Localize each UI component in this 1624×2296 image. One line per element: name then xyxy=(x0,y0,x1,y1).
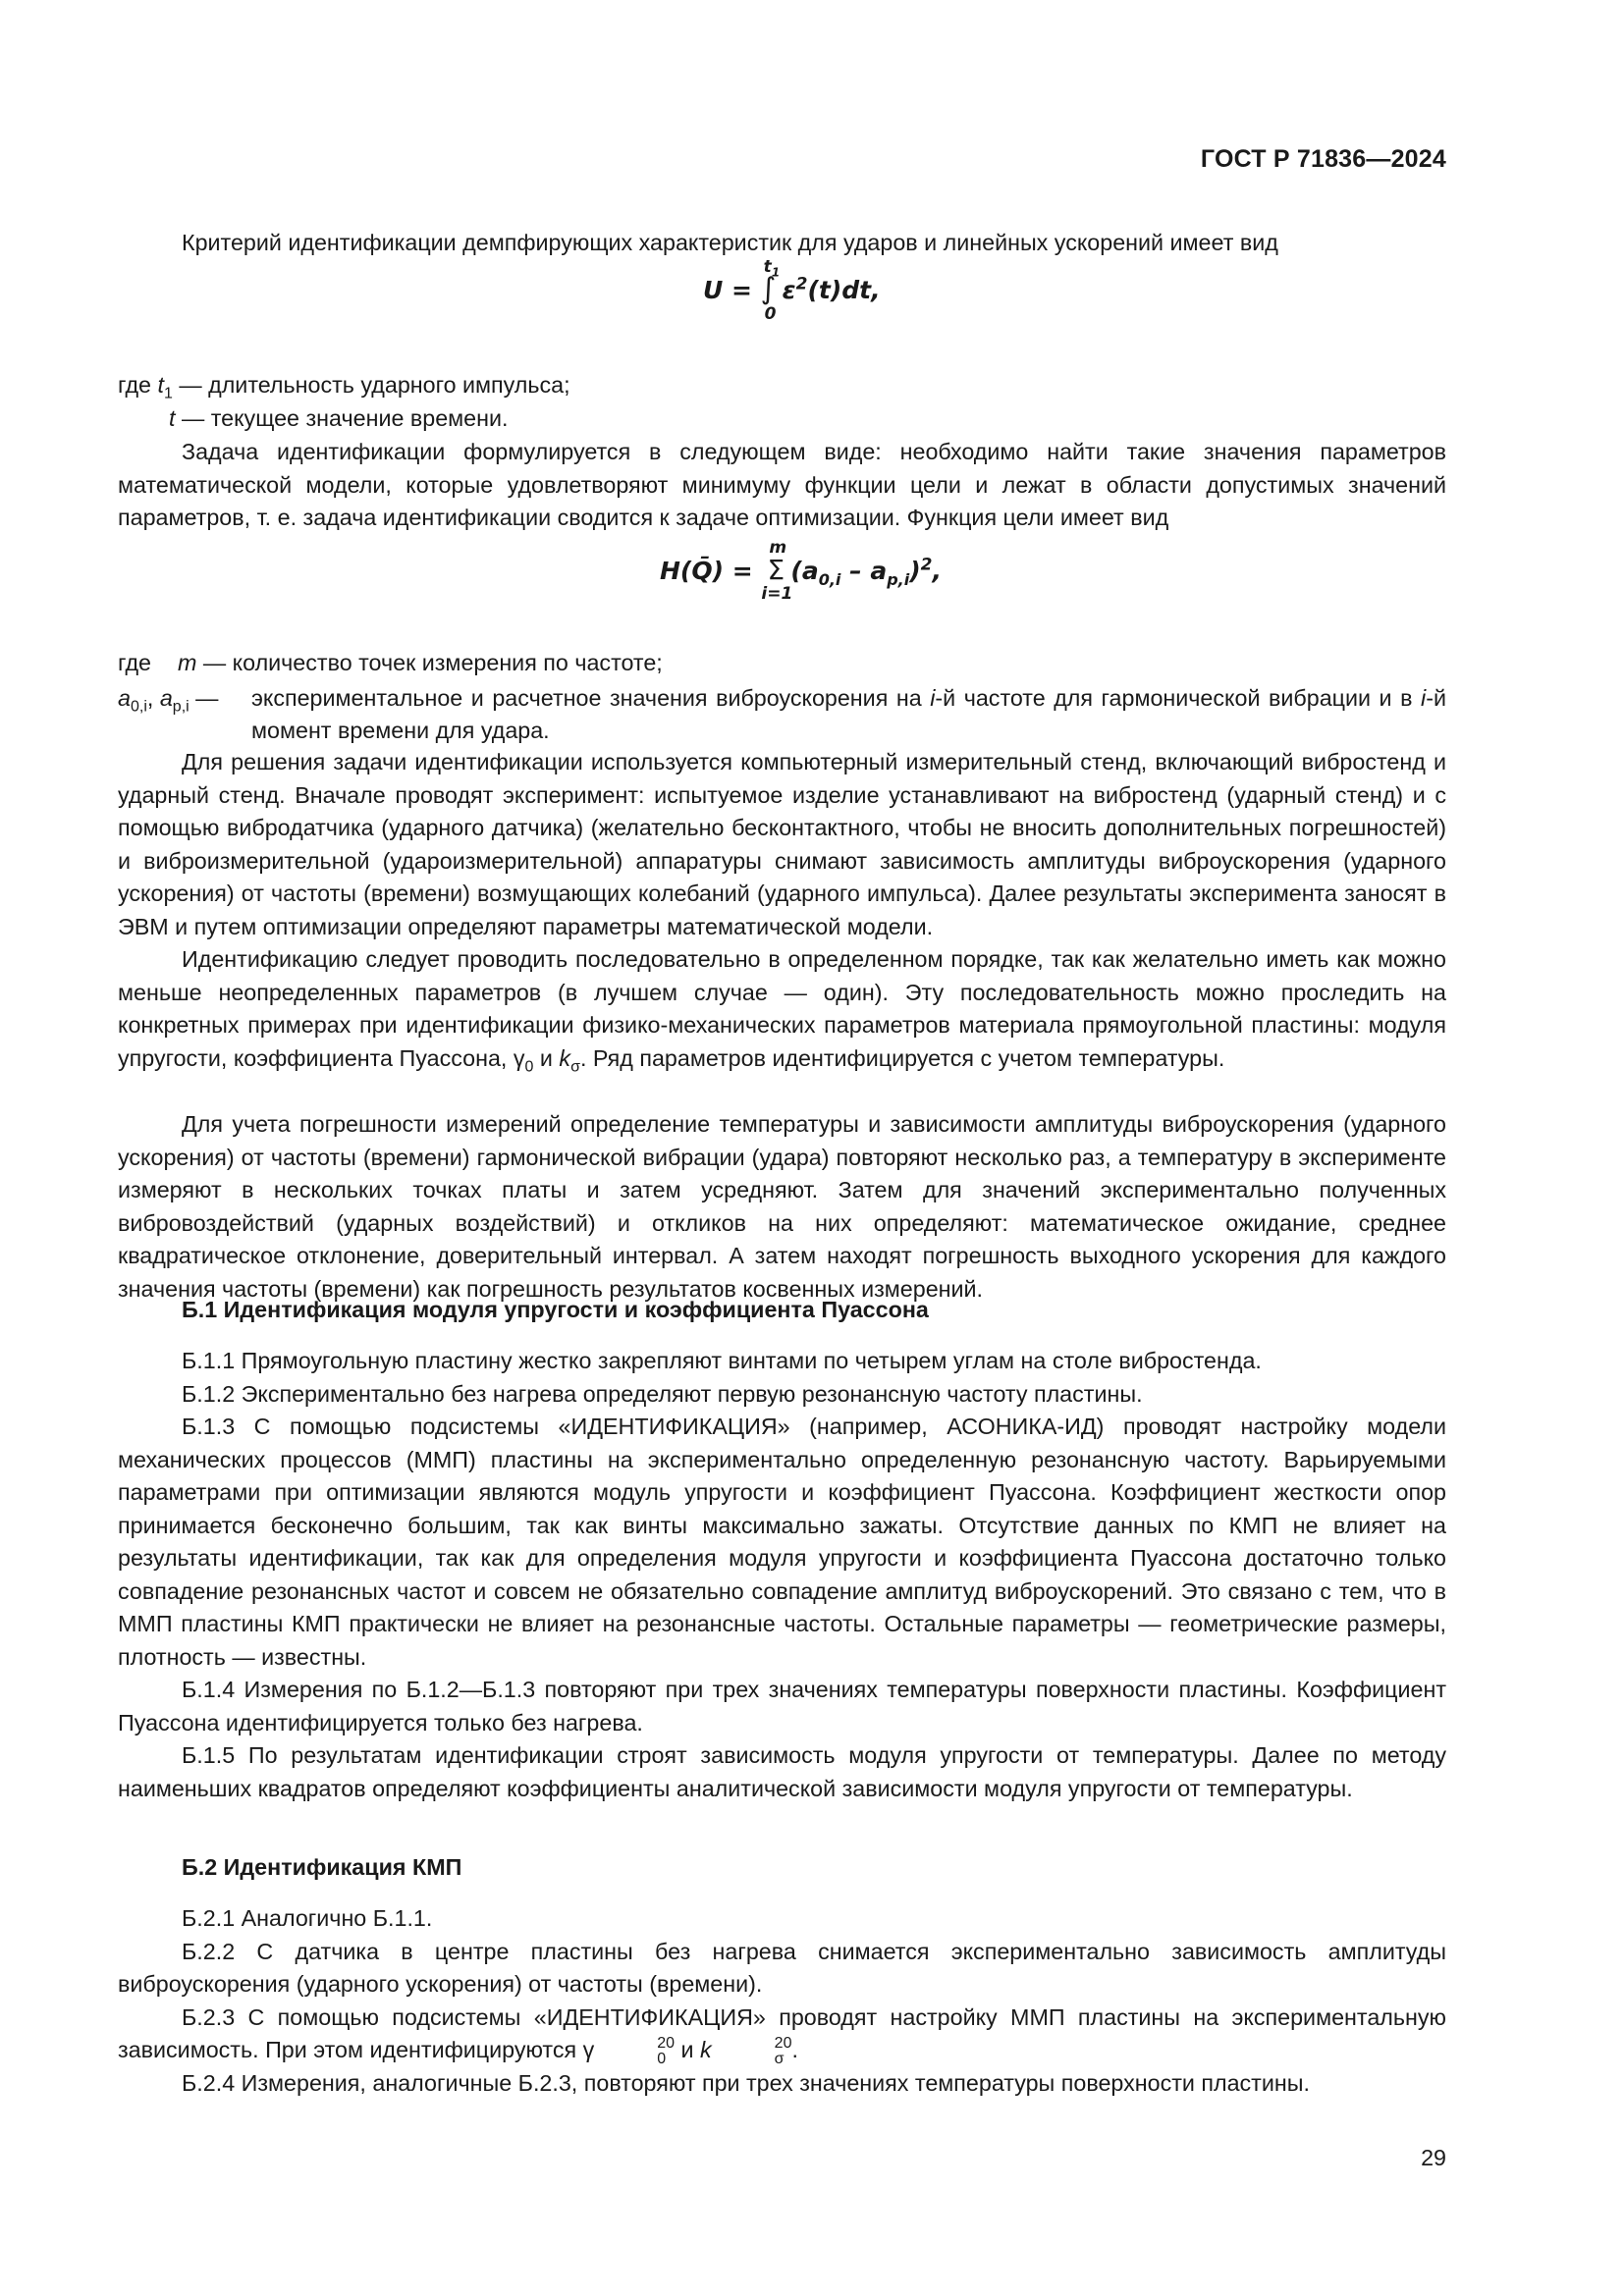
item-b2-3-text: Б.2.3 С помощью подсистемы «ИДЕНТИФИКАЦИЯ» проводят настройку ММП пластины на экспериментальную зависимость. При этом идентифицируются xyxy=(118,2003,1446,2062)
symbol-gamma: γ xyxy=(513,1044,525,1071)
section-b2-items xyxy=(118,1902,1446,2100)
a-definition-part3: -й момент времени для удара. xyxy=(251,684,1446,743)
formula2-tail: , xyxy=(932,557,942,585)
a-definition-part1: экспериментальное и расчетное значения виброускорения на xyxy=(251,684,931,711)
definition-t1 xyxy=(118,369,1446,402)
document-page xyxy=(118,0,1446,2296)
var-ap: a xyxy=(159,684,173,711)
symbol-k-20: k xyxy=(700,2037,712,2062)
var-a0-sub: 0,i xyxy=(130,698,147,716)
definition-t xyxy=(169,402,1497,436)
task-paragraph xyxy=(118,436,1446,535)
formula1-lower-limit: 0 xyxy=(764,304,777,324)
var-t1: t xyxy=(157,372,164,398)
formula2-a0-sub: 0,i xyxy=(818,570,841,589)
t1-definition: — длительность ударного импульса; xyxy=(172,372,570,398)
section-b1-items xyxy=(118,1345,1446,1805)
and-word-2: и xyxy=(675,2037,701,2062)
formula2-lhs: H(Q̄) = xyxy=(660,557,753,585)
formula2-ap-sub: p,i xyxy=(887,570,910,589)
symbol-k-sup: 20 xyxy=(774,2034,792,2052)
item-b1-3: Б.1.3 С помощью подсистемы «ИДЕНТИФИКАЦИЯ» (например, АСОНИКА-ИД) проводят настройку модели механических процессов (ММП) пластины на экспериментально определенную резонансную частоту. Варьируемыми параметрами при оптимизации являются модуль упругости и коэффициент Пуассона. Коэффициент жесткости опор принимается бесконечно большим, так как винты максимально зажаты. Отсутствие данных по КМП не влияет на результаты идентификации, так как для определения модуля упругости и коэффициента Пуассона достаточно только совпадение резонансных частот и совсем не обязательно совпадение амплитуд виброускорений. Это связано с тем, что в ММП пластины КМП практически не влияет на резонансные частоты. Остальные параметры — геометрические размеры, плотность — известны. xyxy=(118,1414,1446,1670)
where-label: где xyxy=(118,372,158,398)
formula1-lhs: U = xyxy=(703,276,752,304)
symbol-gamma-sub-20: 0 xyxy=(657,2050,667,2067)
item-b1-4: Б.1.4 Измерения по Б.1.2—Б.1.3 повторяют при трех значениях температуры поверхности пластины. Коэффициент Пуассона идентифицируется только без нагрева. xyxy=(118,1677,1446,1735)
sum-symbol: Σ xyxy=(767,554,785,586)
formula-integral xyxy=(703,257,881,324)
symbol-gamma-sub: 0 xyxy=(524,1058,534,1076)
paragraph-sequence-text: Идентификацию следует проводить последовательно в определенном порядке, так как желательно иметь как можно меньше неопределенных параметров (в лучшем случае — один). Эту последовательность можно проследить на конкретных примерах при идентификации физико-механических параметров материала прямоугольной пластины: модуля упругости, коэффициента Пуассона, xyxy=(118,946,1446,1071)
formula1-upper-sub: 1 xyxy=(771,265,781,280)
formula1-tail: (t)dt, xyxy=(807,276,881,304)
definition-list xyxy=(118,647,1446,748)
intro-criterion xyxy=(118,227,1446,260)
m-definition: — количество точек измерения по частоте; xyxy=(196,650,663,675)
paragraph-stand-text: Для решения задачи идентификации используется компьютерный измерительный стенд, включающий вибростенд и ударный стенд. Вначале проводят эксперимент: испытуемое изделие устанавливают на вибростенд (ударный стенд) и с помощью вибродатчика (ударного датчика) (желательно бесконтактного, чтобы не вносить дополнительных погрешностей) и виброизмерительной (удароизмерительной) аппаратуры снимают зависимость амплитуды виброускорения (ударного ускорения) от частоты (времени) возмущающих колебаний (ударного импульса). Далее результаты эксперимента заносят в ЭВМ и путем оптимизации определяют параметры математической модели. xyxy=(118,749,1446,939)
formula-objective xyxy=(660,538,942,604)
item-b1-5: Б.1.5 По результатам идентификации строят зависимость модуля упругости от температуры. Далее по методу наименьших квадратов определяют коэффициенты аналитической зависимости модуля упругости от температуры. xyxy=(118,1742,1446,1801)
var-i-2: i xyxy=(1421,684,1427,711)
symbol-k: k xyxy=(559,1044,571,1071)
formula1-power: 2 xyxy=(795,274,808,294)
page-number: 29 xyxy=(1421,2145,1446,2170)
var-i: i xyxy=(930,684,936,711)
definition-m xyxy=(118,647,1446,680)
item-b2-3-end: . xyxy=(791,2037,798,2062)
item-b2-2: Б.2.2 С датчика в центре пластины без нагрева снимается экспериментально зависимость амплитуды виброускорения (ударного ускорения) от частоты (времени). xyxy=(118,1938,1446,1997)
t-definition: — текущее значение времени. xyxy=(175,405,509,431)
section-b2-title: Б.2 Идентификация КМП xyxy=(182,1854,462,1880)
formula2-upper-limit: m xyxy=(769,538,787,558)
var-ap-sub: p,i xyxy=(172,698,189,716)
def-dash: — xyxy=(189,684,219,711)
var-a0: a xyxy=(118,684,131,711)
where-label-2: где xyxy=(118,650,152,675)
paragraph-stand xyxy=(118,746,1446,943)
formula2-a0: (a xyxy=(790,557,819,585)
paragraph-error xyxy=(118,1108,1446,1306)
criterion-text: Критерий идентификации демпфирующих характеристик для ударов и линейных ускорений имеет вид xyxy=(182,230,1278,255)
var-t1-sub: 1 xyxy=(163,385,173,402)
item-b1-2: Б.1.2 Экспериментально без нагрева определяют первую резонансную частоту пластины. xyxy=(182,1380,1143,1407)
formula2-ap: – a xyxy=(840,557,888,585)
paragraph-sequence-end: . Ряд параметров идентифицируется с учетом температуры. xyxy=(579,1044,1225,1071)
section-b1-title: Б.1 Идентификация модуля упругости и коэффициента Пуассона xyxy=(182,1297,929,1322)
var-m: m xyxy=(178,650,197,675)
a-definition-part2: -й частоте для гармонической вибрации и в xyxy=(935,684,1422,711)
symbol-k-sub-20: σ xyxy=(774,2050,785,2067)
symbol-gamma-20: γ xyxy=(582,2037,595,2062)
paragraph-error-text: Для учета погрешности измерений определение температуры и зависимости амплитуды виброускорения (ударного ускорения) от частоты (времени) гармонической вибрации (удара) повторяют несколько раз, а температуру в эксперименте измеряют в нескольких точках платы и затем усредняют. Затем для значений экспериментально полученных вибровоздействий (ударных воздействий) и откликов на них определяют: математическое ожидание, среднее квадратическое отклонение, доверительный интервал. А затем находят погрешность выходного ускорения для каждого значения частоты (времени) как погрешность результатов косвенных измерений. xyxy=(118,1111,1446,1302)
formula1-upper-limit: t xyxy=(763,257,772,277)
var-separator: , xyxy=(146,684,160,711)
item-b2-1: Б.2.1 Аналогично Б.1.1. xyxy=(182,1905,433,1931)
symbol-gamma-sup: 20 xyxy=(657,2034,676,2052)
item-b2-4: Б.2.4 Измерения, аналогичные Б.2.3, повторяют при трех значениях температуры поверхности пластины. xyxy=(182,2069,1310,2096)
formula2-close: ) xyxy=(909,557,921,585)
document-id-header: ГОСТ Р 71836—2024 xyxy=(1200,145,1446,173)
integral-symbol: ∫ xyxy=(760,272,777,306)
symbol-k-sub: σ xyxy=(570,1058,580,1076)
paragraph-sequence xyxy=(118,943,1446,1075)
formula1-epsilon: ε xyxy=(782,276,796,304)
task-text: Задача идентификации формулируется в следующем виде: необходимо найти такие значения параметров математической модели, которые удовлетворяют минимуму функции цели и лежат в области допустимых значений параметров, т. е. задача идентификации сводится к задаче оптимизации. Функция цели имеет вид xyxy=(118,439,1446,530)
formula2-power: 2 xyxy=(920,555,933,575)
var-t: t xyxy=(169,405,176,431)
and-word: и xyxy=(533,1044,560,1071)
item-b2-3 xyxy=(118,2002,1446,2067)
definition-a xyxy=(118,682,1446,748)
item-b1-1: Б.1.1 Прямоугольную пластину жестко закрепляют винтами по четырем углам на столе вибростенда. xyxy=(182,1348,1262,1373)
formula2-lower-limit: i=1 xyxy=(761,584,793,604)
